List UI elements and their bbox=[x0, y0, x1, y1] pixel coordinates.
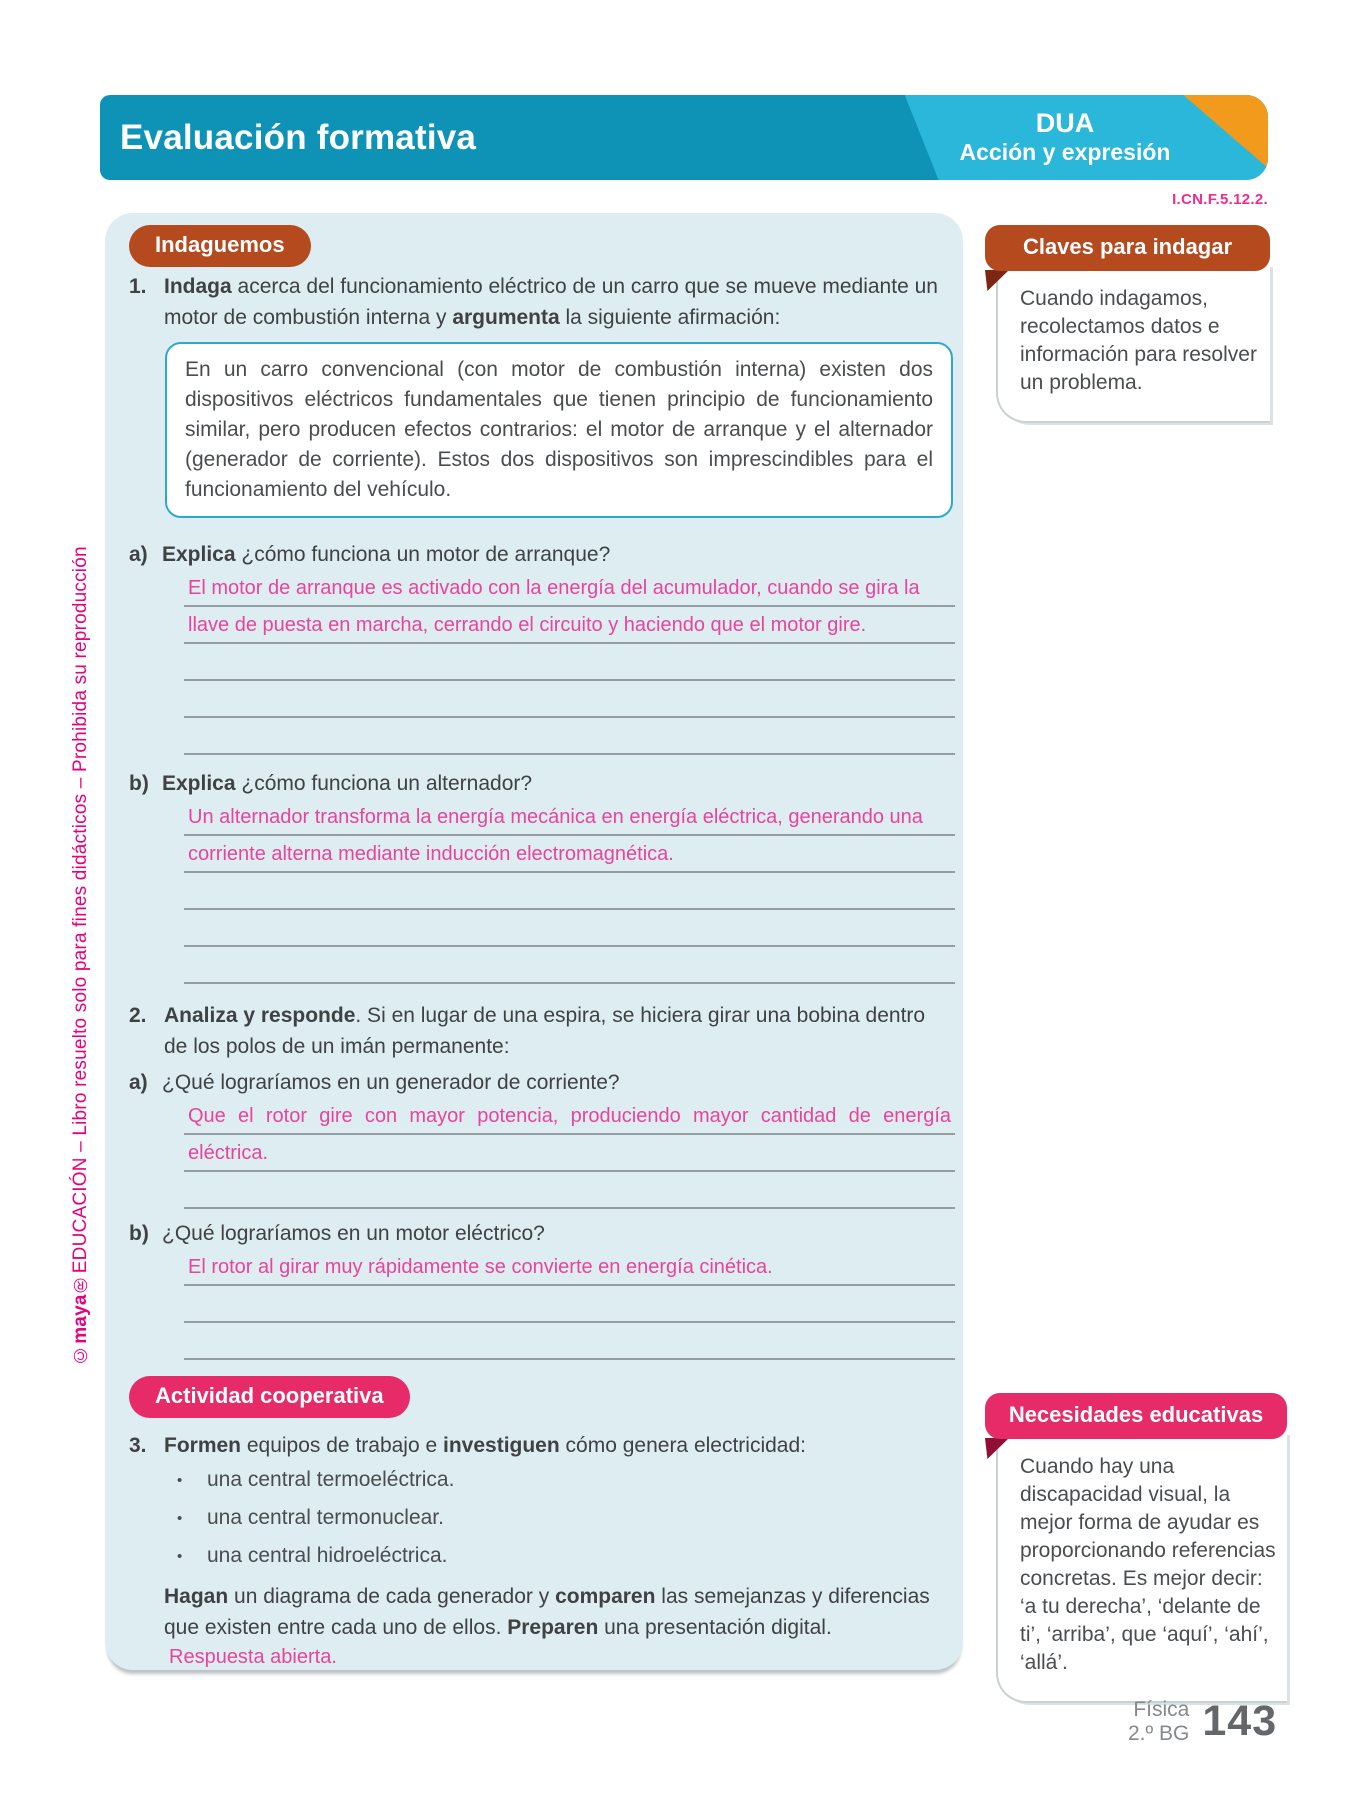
exercise-3 bbox=[129, 1430, 957, 1461]
exercise-3-instructions: Hagan un diagrama de cada generador y comparen las semejanzas y diferencias que existen entre cada uno de ellos. Preparen una presentación digital. bbox=[164, 1585, 930, 1639]
exercise-2 bbox=[129, 1000, 957, 1062]
section-badge-indaguemos: Indaguemos bbox=[129, 225, 311, 267]
answer-line: Un alternador transforma la energía mecánica en energía eléctrica, generando una bbox=[184, 799, 955, 836]
answer-blank-line bbox=[184, 644, 955, 681]
claves-body: Cuando indagamos, recolectamos datos e información para resolver un problema. bbox=[996, 263, 1270, 423]
answer-line: Que el rotor gire con mayor potencia, produciendo mayor cantidad de energía bbox=[184, 1098, 955, 1135]
footer-subject-grade bbox=[1128, 1698, 1189, 1746]
answer-blank-line bbox=[184, 681, 955, 718]
exercise-1 bbox=[129, 271, 957, 333]
answer-blank-line bbox=[184, 1323, 955, 1360]
exercise-number: 1. bbox=[129, 275, 147, 298]
question-label: b) bbox=[129, 1222, 149, 1245]
copyright-rest: ®EDUCACIÓN – Libro resuelto solo para fines didácticos – Prohibida su reproducción bbox=[70, 546, 91, 1295]
necesidades-educativas-box bbox=[985, 1393, 1287, 1703]
bullet-icon: • bbox=[177, 1547, 183, 1565]
answer-line: El rotor al girar muy rápidamente se convierte en energía cinética. bbox=[184, 1249, 955, 1286]
bullet-text: una central hidroeléctrica. bbox=[207, 1544, 448, 1567]
answer-line: corriente alterna mediante inducción electromagnética. bbox=[184, 836, 955, 873]
dua-subtitle: Acción y expresión bbox=[959, 139, 1171, 165]
footer-subject: Física bbox=[1133, 1698, 1190, 1721]
dua-label: DUA bbox=[1035, 108, 1095, 138]
question-2a bbox=[129, 1068, 957, 1098]
page-number: 143 bbox=[1202, 1697, 1278, 1745]
standard-code: I.CN.F.5.12.2. bbox=[1172, 191, 1268, 208]
copyright-vertical-text bbox=[70, 425, 92, 1365]
exercise-2-statement: Analiza y responde. Si en lugar de una espira, se hiciera girar una bobina dentro de los polos de un imán permanente: bbox=[164, 1004, 926, 1058]
dua-block bbox=[920, 108, 1210, 166]
answer-blank-line bbox=[184, 1286, 955, 1323]
bullet-item bbox=[177, 1461, 957, 1499]
footer-grade: 2.º BG bbox=[1128, 1722, 1190, 1745]
header-bar bbox=[100, 95, 1268, 180]
copyright-symbol: © bbox=[70, 1343, 91, 1365]
question-1b-text: Explica ¿cómo funciona un alternador? bbox=[162, 772, 533, 795]
exercise-1-statement: Indaga acerca del funcionamiento eléctrico de un carro que se mueve mediante un motor de combustión interna y argumenta la siguiente afirmación: bbox=[164, 275, 938, 329]
bullet-item bbox=[177, 1499, 957, 1537]
section-badge-actividad-cooperativa: Actividad cooperativa bbox=[129, 1376, 410, 1418]
question-2a-text: ¿Qué lograríamos en un generador de corriente? bbox=[162, 1071, 620, 1094]
answer-line: llave de puesta en marcha, cerrando el circuito y haciendo que el motor gire. bbox=[184, 607, 955, 644]
open-answer-note: Respuesta abierta. bbox=[169, 1646, 337, 1668]
claves-title: Claves para indagar bbox=[985, 225, 1270, 271]
question-1a bbox=[129, 540, 957, 570]
activity-panel bbox=[105, 213, 963, 1670]
claves-para-indagar-box bbox=[985, 225, 1270, 423]
statement-quote-box: En un carro convencional (con motor de combustión interna) existen dos dispositivos eléctricos fundamentales que tienen principio de funcionamiento similar, pero producen efectos contrarios: el motor de arranque y el alternador (generador de corriente). Estos dos dispositivos son imprescindibles para el funcionamiento del vehículo. bbox=[165, 342, 953, 518]
question-label: a) bbox=[129, 543, 148, 566]
brand-logo-text: maya bbox=[70, 1294, 91, 1344]
answer-blank-line bbox=[184, 873, 955, 910]
exercise-3-statement: Formen equipos de trabajo e investiguen cómo genera electricidad: bbox=[164, 1434, 807, 1457]
necesidades-title: Necesidades educativas bbox=[985, 1393, 1287, 1439]
answer-blank-line bbox=[184, 947, 955, 984]
answer-line: El motor de arranque es activado con la energía del acumulador, cuando se gira la bbox=[184, 570, 955, 607]
question-1a-text: Explica ¿cómo funciona un motor de arranque? bbox=[162, 543, 611, 566]
question-label: a) bbox=[129, 1071, 148, 1094]
page-footer bbox=[1128, 1698, 1277, 1746]
bullet-text: una central termonuclear. bbox=[207, 1506, 444, 1529]
question-label: b) bbox=[129, 772, 149, 795]
bullet-icon: • bbox=[177, 1471, 183, 1489]
question-1b bbox=[129, 769, 957, 799]
answer-line: eléctrica. bbox=[184, 1135, 955, 1172]
answer-blank-line bbox=[184, 910, 955, 947]
question-2b bbox=[129, 1219, 957, 1249]
bullet-icon: • bbox=[177, 1509, 183, 1527]
question-2b-text: ¿Qué lograríamos en un motor eléctrico? bbox=[162, 1222, 545, 1245]
answer-blank-line bbox=[184, 718, 955, 755]
exercise-number: 2. bbox=[129, 1004, 147, 1027]
bullet-item bbox=[177, 1537, 957, 1575]
bullet-text: una central termoeléctrica. bbox=[207, 1468, 455, 1491]
answer-blank-line bbox=[184, 1172, 955, 1209]
necesidades-body: Cuando hay una discapacidad visual, la mejor forma de ayudar es proporcionando referencias concretas. Es mejor decir: ‘a tu derecha’, ‘delante de ti’, ‘arriba’, que ‘aquí’, ‘ahí’, ‘allá’. bbox=[996, 1431, 1287, 1703]
page-header bbox=[100, 95, 1268, 180]
page-title: Evaluación formativa bbox=[120, 118, 477, 157]
exercise-number: 3. bbox=[129, 1434, 147, 1457]
